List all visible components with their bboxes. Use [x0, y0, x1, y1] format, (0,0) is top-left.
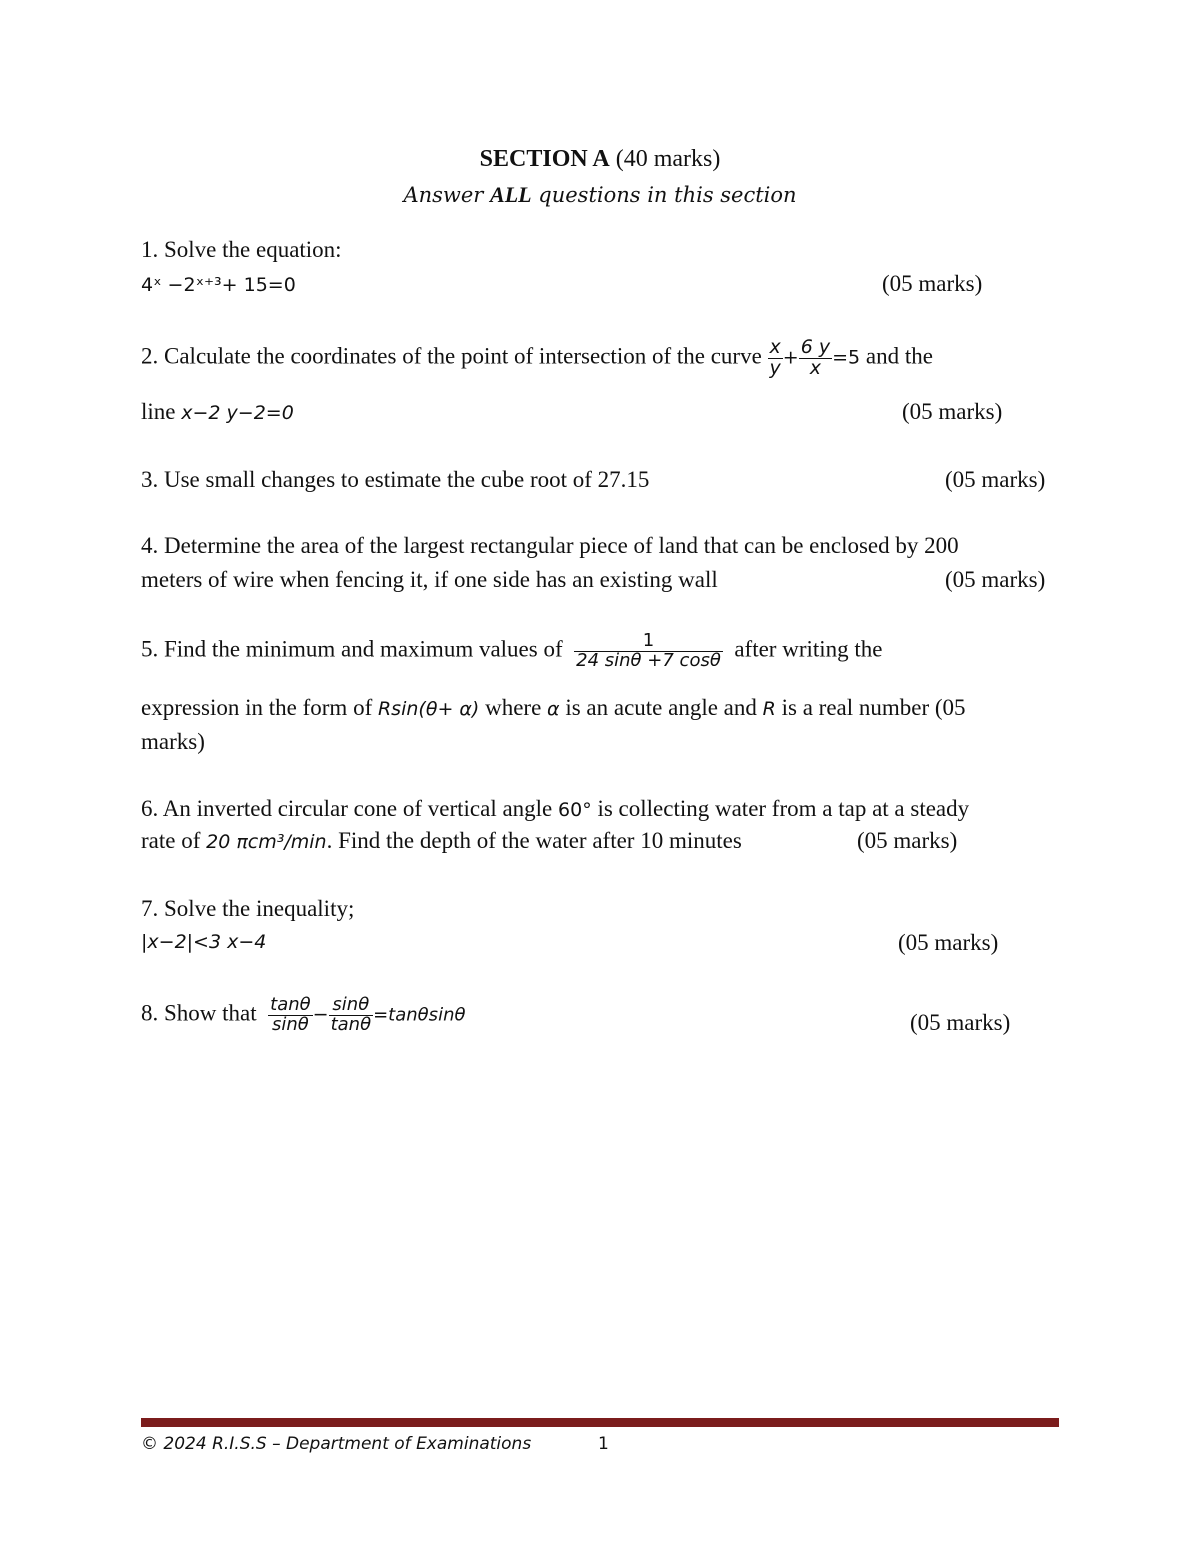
- instruction-post: questions in this section: [531, 183, 797, 207]
- instruction-bold: ALL: [490, 182, 532, 207]
- section-instruction: [0, 182, 1200, 208]
- fraction-numerator: sinθ: [332, 994, 370, 1015]
- question-4-line-2: meters of wire when fencing it, if one side has an existing wall: [141, 567, 718, 592]
- fraction-denominator: 24 sinθ +7 cosθ: [576, 649, 721, 671]
- question-7-inequality: |x−2|<3 x−4: [141, 931, 267, 953]
- question-3-text: 3. Use small changes to estimate the cube root of 27.15: [141, 467, 650, 492]
- rsin-expression: Rsin(θ+ α): [377, 698, 480, 720]
- fraction-denominator: x: [799, 358, 832, 379]
- question-8-marks: (05 marks): [910, 1010, 1011, 1035]
- question-4-line-1: 4. Determine the area of the largest rectangular piece of land that can be enclosed by 200: [141, 533, 959, 558]
- flow-rate: 20 πcm³/min: [206, 831, 327, 853]
- text: . Find the depth of the water after 10 minutes: [326, 828, 742, 853]
- question-2-line-2: [141, 399, 294, 425]
- fraction-numerator: 6 y: [800, 336, 831, 358]
- question-5-line-3: marks): [141, 729, 205, 754]
- text: is an acute angle and: [565, 695, 757, 720]
- question-6-line-1: [141, 796, 969, 822]
- text: is collecting water from a tap at a steady: [597, 796, 970, 821]
- vertical-angle: 60°: [558, 799, 592, 821]
- plus-sign: +: [782, 346, 799, 369]
- question-2-text: 2. Calculate the coordinates of the point of intersection of the curve: [141, 343, 762, 369]
- fraction-denominator: y: [769, 356, 781, 379]
- question-1-marks: (05 marks): [882, 271, 983, 296]
- question-6-line-2: [141, 828, 742, 854]
- alpha-symbol: α: [547, 698, 560, 720]
- fraction-numerator: tanθ: [270, 994, 311, 1015]
- question-4-marks: (05 marks): [945, 567, 1046, 592]
- question-5-text-end: after writing the: [734, 636, 883, 662]
- fraction-tan-over-sin: [268, 996, 313, 1035]
- section-marks: (40 marks): [615, 146, 721, 172]
- curve-fraction-6y-over-x: [799, 338, 832, 379]
- expression-fraction: [574, 632, 723, 671]
- question-5-text: 5. Find the minimum and maximum values of: [141, 636, 563, 662]
- line-equation: x−2 y−2=0: [181, 402, 294, 424]
- fraction-denominator: tanθ: [330, 1013, 372, 1035]
- fraction-numerator: x: [769, 336, 781, 358]
- footer-copyright: © 2024 R.I.S.S – Department of Examinations: [141, 1434, 532, 1454]
- text: is a real number (05: [781, 695, 966, 720]
- question-7-marks: (05 marks): [898, 930, 999, 955]
- text: rate of: [141, 828, 201, 853]
- line-word: line: [141, 399, 176, 424]
- question-1-text: 1. Solve the equation:: [141, 237, 342, 262]
- text: 6. An inverted circular cone of vertical angle: [141, 796, 553, 821]
- minus-sign: −: [312, 1003, 329, 1026]
- text: where: [485, 695, 542, 720]
- curve-fraction-x-over-y: [768, 338, 783, 379]
- question-7-text: 7. Solve the inequality;: [141, 896, 355, 921]
- fraction-sin-over-tan: [329, 996, 374, 1035]
- fraction-denominator: sinθ: [268, 1015, 313, 1035]
- question-5-line-1: [141, 632, 883, 671]
- question-3-marks: (05 marks): [945, 467, 1046, 492]
- question-2-text-end: and the: [865, 343, 933, 369]
- page-number: 1: [598, 1434, 609, 1454]
- text: expression in the form of: [141, 695, 373, 720]
- identity-rhs: =tanθsinθ: [373, 1004, 466, 1026]
- question-6-marks: (05 marks): [857, 828, 958, 853]
- question-5-line-2: [141, 695, 966, 721]
- question-1-equation: 4ˣ −2ˣ⁺³+ 15=0: [141, 274, 296, 296]
- section-label: SECTION A: [479, 146, 610, 172]
- question-8-line: [141, 996, 465, 1035]
- fraction-numerator: 1: [642, 630, 655, 651]
- r-symbol: R: [762, 698, 776, 720]
- question-2-marks: (05 marks): [902, 399, 1003, 424]
- question-2-line-1: [141, 338, 933, 379]
- section-title: [0, 146, 1200, 173]
- instruction-pre: Answer: [403, 183, 491, 207]
- equals-five: =5: [832, 346, 861, 369]
- question-8-text: 8. Show that: [141, 1000, 257, 1026]
- footer-rule: [141, 1418, 1059, 1427]
